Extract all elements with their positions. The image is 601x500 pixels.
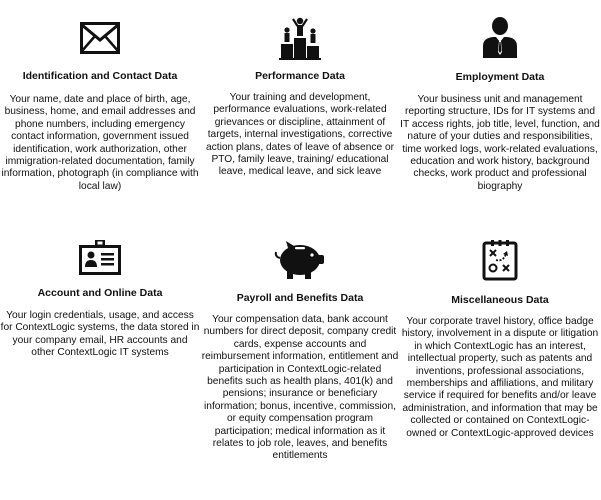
category-description: Your business unit and management reporting structure, IDs for IT systems and IT access rights, job title, level, function, and nature of your duties and responsibilities, time worked logs, work-related evaluations, education and work history, background checks, work product and professional biography bbox=[400, 94, 600, 192]
category-card-employment bbox=[400, 0, 600, 240]
podium-icon bbox=[278, 16, 322, 60]
category-title: Payroll and Benefits Data bbox=[236, 292, 364, 304]
category-description: Your corporate travel history, office badge history, involvement in a dispute or litigation in which ContextLogic has an interest, intellectual property, such as patents and inventions, professional associations, memberships and affiliations, and military service if required for benefits and/or leave administration, and information that may be collected or contained on ContextLogic-owned or ContextLogic-approved devices bbox=[401, 316, 599, 439]
category-description: Your login credentials, usage, and access for ContextLogic systems, the data stored in your company email, HR accounts and other ContextLogic IT systems bbox=[0, 310, 200, 359]
strategy-board-icon bbox=[481, 240, 519, 282]
category-title: Performance Data bbox=[255, 70, 345, 82]
category-card-misc bbox=[400, 240, 600, 500]
envelope-icon bbox=[80, 22, 120, 54]
category-title: Account and Online Data bbox=[37, 287, 163, 299]
category-card-account bbox=[0, 240, 200, 500]
category-description: Your name, date and place of birth, age, business, home, and email addresses and phone numbers, including emergency contact information, government issued identification, work authorization, other immigration-related documentation, family information, photograph (in compliance with local law) bbox=[1, 94, 199, 192]
category-title: Miscellaneous Data bbox=[451, 294, 549, 306]
category-card-identification bbox=[0, 0, 200, 240]
category-title: Identification and Contact Data bbox=[22, 70, 178, 82]
category-card-performance bbox=[200, 0, 400, 240]
category-card-payroll bbox=[200, 240, 400, 500]
category-title: Employment Data bbox=[455, 71, 545, 83]
id-card-icon bbox=[78, 240, 122, 276]
piggy-bank-icon bbox=[274, 240, 326, 280]
category-description: Your training and development, performance evaluations, work-related grievances or discipline, attainment of targets, internal investigations, corrective action plans, dates of leave of absence or PTO, family leave, training/ educational leave, medical leave, and sick leave bbox=[205, 92, 395, 178]
businessperson-icon bbox=[480, 16, 520, 58]
category-description: Your compensation data, bank account numbers for direct deposit, company credit cards, expense accounts and reimbursement information, entitlement and participation in ContextLogic-related benefits such as health plans, 401(k) and pensions; insurance or beneficiary information; bonus, incentive, commission, or equity compensation program participation; medical information as it relates to job role, leaves, and benefits entitlements bbox=[201, 314, 399, 462]
